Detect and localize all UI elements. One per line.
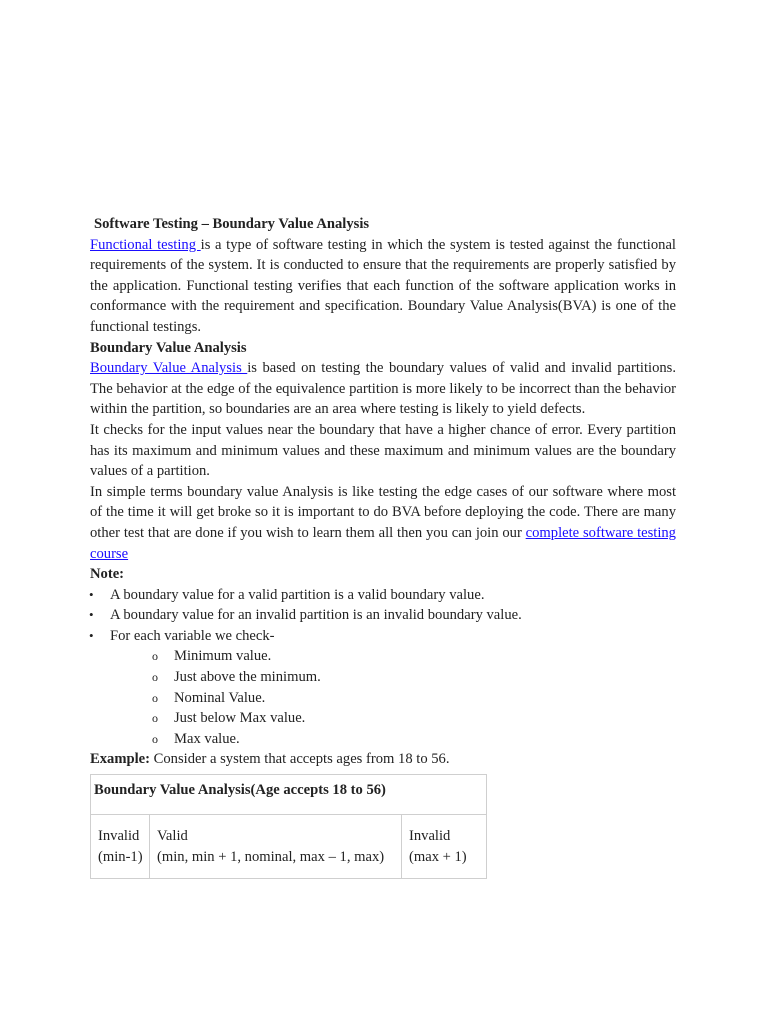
bullet-icon: • bbox=[89, 627, 94, 643]
document-page bbox=[90, 214, 676, 879]
bullet-icon: • bbox=[89, 607, 94, 623]
cell-line: (min, min + 1, nominal, max – 1, max) bbox=[157, 848, 385, 865]
sublist-item bbox=[90, 688, 676, 709]
checks-paragraph: It checks for the input values near the boundary that have a higher chance of error. Every partition has its maximum and minimum values and these maximum and minimum values are the boundary values of a partition. bbox=[90, 421, 676, 480]
list-item-text: A boundary value for an invalid partition is an invalid boundary value. bbox=[110, 607, 522, 624]
sublist-item-text: Nominal Value. bbox=[174, 689, 266, 706]
section-heading: Boundary Value Analysis bbox=[90, 339, 247, 356]
intro-text: is a type of software testing in which the system is tested against the functional requirements of the system. It is conducted to ensure that the requirements are properly satisfied by the application. Functional testing verifies that each function of the software application works in conformance with the requirement and specification. Boundary Value Analysis(BVA) is one of the functional testings. bbox=[90, 236, 676, 335]
intro-paragraph bbox=[90, 235, 676, 338]
check-sublist bbox=[90, 646, 676, 749]
sublist-item-text: Just above the minimum. bbox=[174, 669, 321, 686]
bva-text: is based on testing the boundary values of valid and invalid partitions. The behavior at the edge of the equivalence partition is more likely to be incorrect than the behavior within the partition, so boundaries are an area where testing is likely to yield defects. bbox=[90, 360, 676, 418]
note-label: Note: bbox=[90, 566, 125, 583]
sublist-item bbox=[90, 667, 676, 688]
circle-bullet-icon: o bbox=[152, 649, 158, 664]
cell-line: Valid bbox=[157, 828, 188, 845]
sublist-item-text: Minimum value. bbox=[174, 648, 272, 665]
note-list bbox=[90, 585, 676, 647]
circle-bullet-icon: o bbox=[152, 711, 158, 726]
cell-line: Invalid bbox=[409, 828, 451, 845]
document-title: Software Testing – Boundary Value Analysis bbox=[94, 216, 370, 232]
bullet-icon: • bbox=[89, 586, 94, 602]
example-text: Consider a system that accepts ages from 18 to 56. bbox=[150, 751, 450, 768]
circle-bullet-icon: o bbox=[152, 690, 158, 705]
list-item-text: For each variable we check- bbox=[110, 627, 275, 644]
table-header-row bbox=[91, 775, 487, 815]
table-header-cell: Boundary Value Analysis(Age accepts 18 to 56) bbox=[91, 775, 487, 815]
simple-terms-paragraph bbox=[90, 482, 676, 564]
sublist-item bbox=[90, 708, 676, 729]
software-testing-course-link[interactable]: complete software testing course bbox=[90, 524, 676, 562]
sublist-item bbox=[90, 729, 676, 750]
cell-line: (min-1) bbox=[98, 848, 143, 865]
table-cell-invalid-max bbox=[402, 815, 487, 879]
list-item bbox=[90, 605, 676, 626]
cell-line: (max + 1) bbox=[409, 848, 467, 865]
sublist-item bbox=[90, 646, 676, 667]
sublist-item-text: Just below Max value. bbox=[174, 710, 306, 727]
example-label: Example: bbox=[90, 751, 150, 768]
circle-bullet-icon: o bbox=[152, 670, 158, 685]
functional-testing-link[interactable]: Functional testing bbox=[90, 236, 201, 253]
list-item-text: A boundary value for a valid partition is a valid boundary value. bbox=[110, 586, 485, 603]
bva-table bbox=[90, 774, 487, 879]
table-row bbox=[91, 815, 487, 879]
example-line bbox=[90, 749, 676, 770]
list-item bbox=[90, 585, 676, 606]
circle-bullet-icon: o bbox=[152, 731, 158, 746]
list-item bbox=[90, 626, 676, 647]
bva-paragraph bbox=[90, 358, 676, 420]
sublist-item-text: Max value. bbox=[174, 730, 240, 747]
simple-terms-text: In simple terms boundary value Analysis is like testing the edge cases of our software where most of the time it will get broke so it is important to do BVA before deploying the code. There are many other test that are done if you wish to learn them all then you can join our bbox=[90, 483, 676, 541]
boundary-value-analysis-link[interactable]: Boundary Value Analysis bbox=[90, 360, 248, 377]
table-cell-valid bbox=[150, 815, 402, 879]
cell-line: Invalid bbox=[98, 828, 140, 845]
table-cell-invalid-min bbox=[91, 815, 150, 879]
